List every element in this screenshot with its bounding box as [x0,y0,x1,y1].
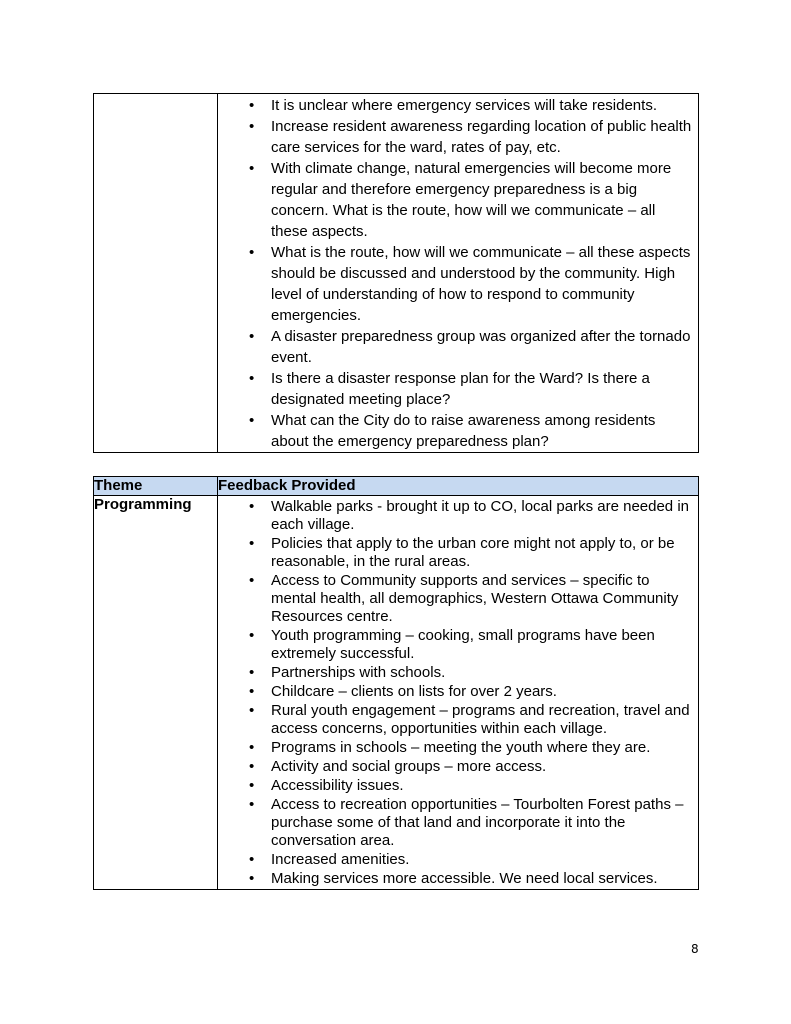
list-item: • Walkable parks - brought it up to CO, local parks are needed in each village. [218,498,692,534]
table-row [94,94,699,453]
list-item: • A disaster preparedness group was organized after the tornado event. [218,326,692,368]
list-item: • Youth programming – cooking, small programs have been extremely successful. [218,627,692,663]
list-item: • Access to recreation opportunities – Tourbolten Forest paths – purchase some of that land and incorporate it into the conversation area. [218,796,692,850]
list-item: • What can the City do to raise awareness among residents about the emergency preparedness plan? [218,410,692,452]
programming-feedback-table [93,476,699,890]
list-item: • Rural youth engagement – programs and recreation, travel and access concerns, opportunities within each village. [218,702,692,738]
list-item: • Childcare – clients on lists for over 2 years. [218,683,692,701]
list-item: • Access to Community supports and services – specific to mental health, all demographics, Western Ottawa Community Resources centre. [218,572,692,626]
theme-cell: Programming [94,496,218,890]
feedback-cell [218,496,699,890]
list-item: • Increase resident awareness regarding location of public health care services for the ward, rates of pay, etc. [218,116,692,158]
list-item: • Making services more accessible. We need local services. [218,870,692,888]
list-item: • Programs in schools – meeting the youth where they are. [218,739,692,757]
feedback-list [218,94,698,452]
list-item: • It is unclear where emergency services will take residents. [218,95,692,116]
theme-column-header: Theme [94,477,218,496]
theme-cell [94,94,218,453]
list-item: • Increased amenities. [218,851,692,869]
emergency-feedback-table [93,93,699,453]
list-item: • Activity and social groups – more access. [218,758,692,776]
list-item: • Policies that apply to the urban core might not apply to, or be reasonable, in the rural areas. [218,535,692,571]
list-item: • What is the route, how will we communicate – all these aspects should be discussed and understood by the community. High level of understanding of how to respond to community emergencies. [218,242,692,326]
feedback-list [218,496,698,888]
feedback-cell [218,94,699,453]
table-row [94,496,699,890]
list-item: • With climate change, natural emergencies will become more regular and therefore emergency preparedness is a big concern. What is the route, how will we communicate – all these aspects. [218,158,692,242]
list-item: • Is there a disaster response plan for the Ward? Is there a designated meeting place? [218,368,692,410]
feedback-column-header: Feedback Provided [218,477,699,496]
list-item: • Accessibility issues. [218,777,692,795]
table-header-row [94,477,699,496]
list-item: • Partnerships with schools. [218,664,692,682]
page-number: 8 [691,942,699,956]
